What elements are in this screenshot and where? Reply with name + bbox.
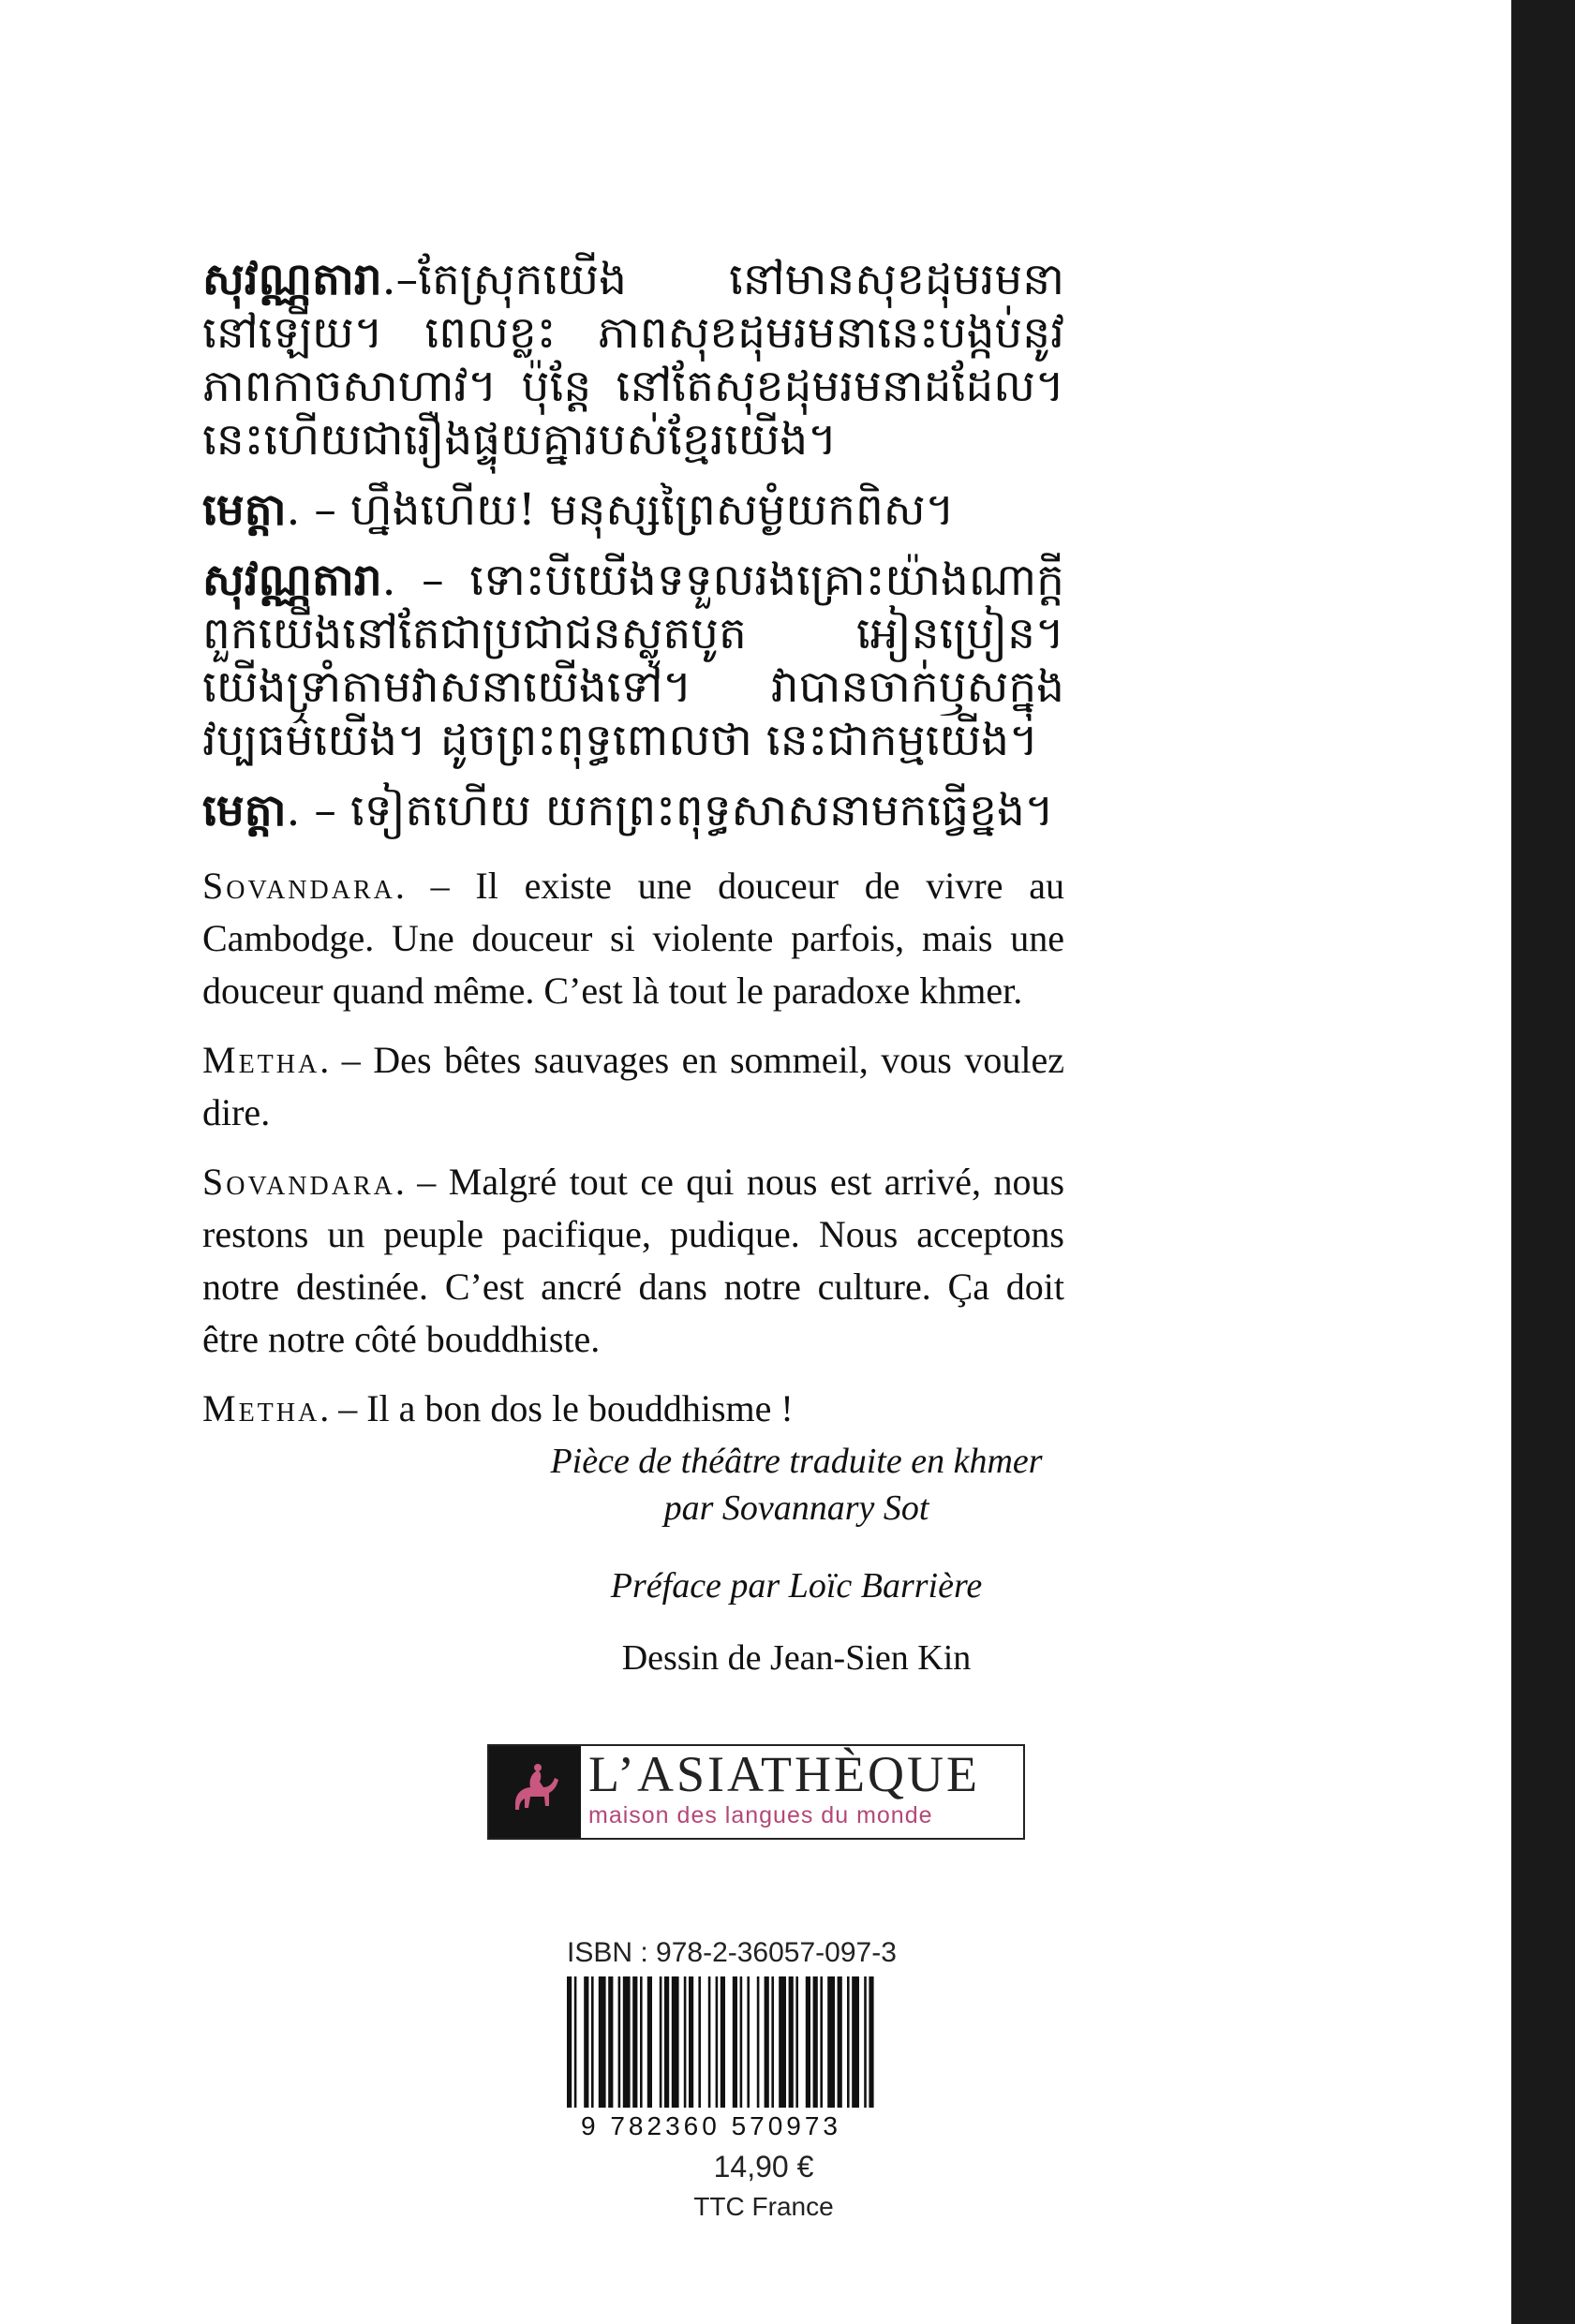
- dialogue-text: Il a bon dos le bouddhisme !: [366, 1387, 794, 1429]
- dialogue-text: ទោះបីយើងទទួលរងគ្រោះយ៉ាងណាក្តី ពួកយើងនៅតែជាប្រជាជនស្លូតបូត អៀនប្រៀន។ យើងទ្រាំតាមវាសនាយើងទៅ។ វាបានចាក់ឫសក្នុងវប្បធម៌យើង។ ដូចព្រះពុទ្ធពោលថា នេះជាកម្មយើង។: [202, 555, 1064, 766]
- barcode-bar: [779, 1976, 786, 2108]
- speaker-name: Sovandara: [202, 865, 395, 907]
- horse-rider-icon: [489, 1746, 581, 1838]
- drawing-credit: [403, 1635, 1190, 1681]
- barcode-bar: [698, 1976, 701, 2108]
- dialogue-text: ទៀតហើយ យកព្រះពុទ្ធសាសនាមកធ្វើខ្នង។: [349, 785, 1054, 836]
- french-paragraph: [202, 860, 1064, 1017]
- barcode-bar: [584, 1976, 588, 2108]
- publisher-text: [581, 1746, 1023, 1838]
- barcode-bar: [721, 1976, 725, 2108]
- dialogue-text: Des bêtes sauvages en sommeil, vous voulez dire.: [202, 1039, 1064, 1133]
- barcode-bar: [771, 1976, 774, 2108]
- barcode-bar: [618, 1976, 621, 2108]
- barcode-bar: [660, 1976, 662, 2108]
- dialogue-text: តែស្រុកយើង នៅមានសុខដុមរមនានៅឡើយ។ ពេលខ្លះ ភាពសុខដុមរមនានេះបង្កប់នូវភាពកាចសាហាវ។ ប៉ុន្តែ នៅតែសុខដុមរមនាដដែល។ នេះហើយជារឿងផ្ទុយគ្នារបស់ខ្មែរយើង។: [202, 254, 1064, 466]
- barcode-bar: [757, 1976, 760, 2108]
- barcode-bar: [716, 1976, 719, 2108]
- translator-line: par Sovannary Sot: [663, 1488, 929, 1528]
- price-label: 14,90 €: [713, 2150, 814, 2183]
- french-paragraph: [202, 1383, 1064, 1435]
- barcode-bar: [813, 1976, 818, 2108]
- publisher-tagline: maison des langues du monde: [588, 1802, 933, 1828]
- barcode-bar: [640, 1976, 643, 2108]
- barcode-bar: [567, 1976, 572, 2108]
- speaker-name: មេត្តា: [202, 484, 287, 536]
- barcode-bar: [864, 1976, 867, 2108]
- dialogue-text: Malgré tout ce qui nous est arrivé, nous restons un peuple pacifique, pudique. Nous acceptons notre destinée. C’est ancré dans notre culture. Ça doit être notre côté bouddhiste.: [202, 1161, 1065, 1360]
- speaker-separator: . –: [319, 1039, 374, 1081]
- khmer-paragraph: [202, 784, 1064, 837]
- speaker-separator: .–: [381, 254, 419, 305]
- barcode-bar: [647, 1976, 652, 2108]
- barcode-digits: 9 782360 570973: [581, 2111, 841, 2140]
- khmer-paragraph: [202, 253, 1064, 466]
- barcode-bar: [795, 1976, 798, 2108]
- speaker-name: សុវណ្ណតារា: [202, 555, 382, 606]
- barcode-bar: [608, 1976, 613, 2108]
- barcode-bar: [591, 1976, 594, 2108]
- isbn-label: ISBN : 978-2-36057-097-3: [567, 1937, 897, 1968]
- speaker-name: មេត្តា: [202, 785, 287, 836]
- translation-line: Pièce de théâtre traduite en khmer: [550, 1442, 1043, 1481]
- barcode-bar: [733, 1976, 737, 2108]
- barcode-bar: [623, 1976, 631, 2108]
- barcode-bar: [852, 1976, 859, 2108]
- barcode-bar: [827, 1976, 835, 2108]
- speaker-separator: . –: [394, 1161, 449, 1203]
- barcode-bar: [684, 1976, 687, 2108]
- speaker-name: Metha: [202, 1387, 320, 1429]
- barcode-bar: [689, 1976, 693, 2108]
- speaker-separator: . –: [381, 555, 470, 606]
- barcode-bar: [574, 1976, 577, 2108]
- speaker-name: សុវណ្ណតារា: [202, 254, 382, 305]
- preface-credit: [403, 1562, 1190, 1609]
- barcode-bar: [632, 1976, 637, 2108]
- speaker-separator: . –: [319, 1387, 367, 1429]
- khmer-paragraph: [202, 554, 1064, 767]
- speaker-separator: . –: [286, 484, 350, 536]
- preface-line: Préface par Loïc Barrière: [610, 1566, 983, 1606]
- speaker-separator: . –: [394, 865, 476, 907]
- barcode-bar: [740, 1976, 743, 2108]
- dialogue-text: ហ្នឹងហើយ! មនុស្សព្រៃសម្ងំយកពិស។: [349, 484, 955, 536]
- barcode-bar: [599, 1976, 606, 2108]
- distributor-label: TTC France: [693, 2192, 834, 2221]
- barcode-bar: [820, 1976, 823, 2108]
- speaker-separator: . –: [286, 785, 350, 836]
- barcode-bar: [672, 1976, 679, 2108]
- publisher-name: L’ASIATHÈQUE: [588, 1746, 980, 1802]
- french-paragraph: [202, 1034, 1064, 1139]
- book-spine: [1511, 0, 1575, 2324]
- barcode-bar: [838, 1976, 842, 2108]
- barcode-bar: [847, 1976, 850, 2108]
- barcode-bar: [664, 1976, 669, 2108]
- barcode-bar: [708, 1976, 711, 2108]
- translation-credit: [403, 1438, 1190, 1532]
- drawing-line: Dessin de Jean-Sien Kin: [621, 1638, 972, 1678]
- back-cover-text: [202, 253, 1064, 1452]
- barcode-bar: [747, 1976, 750, 2108]
- publisher-logo: [487, 1744, 1025, 1840]
- barcode-bar: [789, 1976, 794, 2108]
- dialogue-text: Il existe une douceur de vivre au Cambodge. Une douceur si violente parfois, mais une douceur quand même. C’est là tout le paradoxe khmer.: [202, 865, 1064, 1012]
- barcode-bar: [765, 1976, 769, 2108]
- barcode-bar: [806, 1976, 810, 2108]
- french-paragraph: [202, 1156, 1064, 1366]
- speaker-name: Sovandara: [202, 1161, 395, 1203]
- barcode: [567, 1976, 951, 2112]
- khmer-paragraph: [202, 483, 1064, 537]
- barcode-bar: [869, 1976, 873, 2108]
- speaker-name: Metha: [202, 1039, 320, 1081]
